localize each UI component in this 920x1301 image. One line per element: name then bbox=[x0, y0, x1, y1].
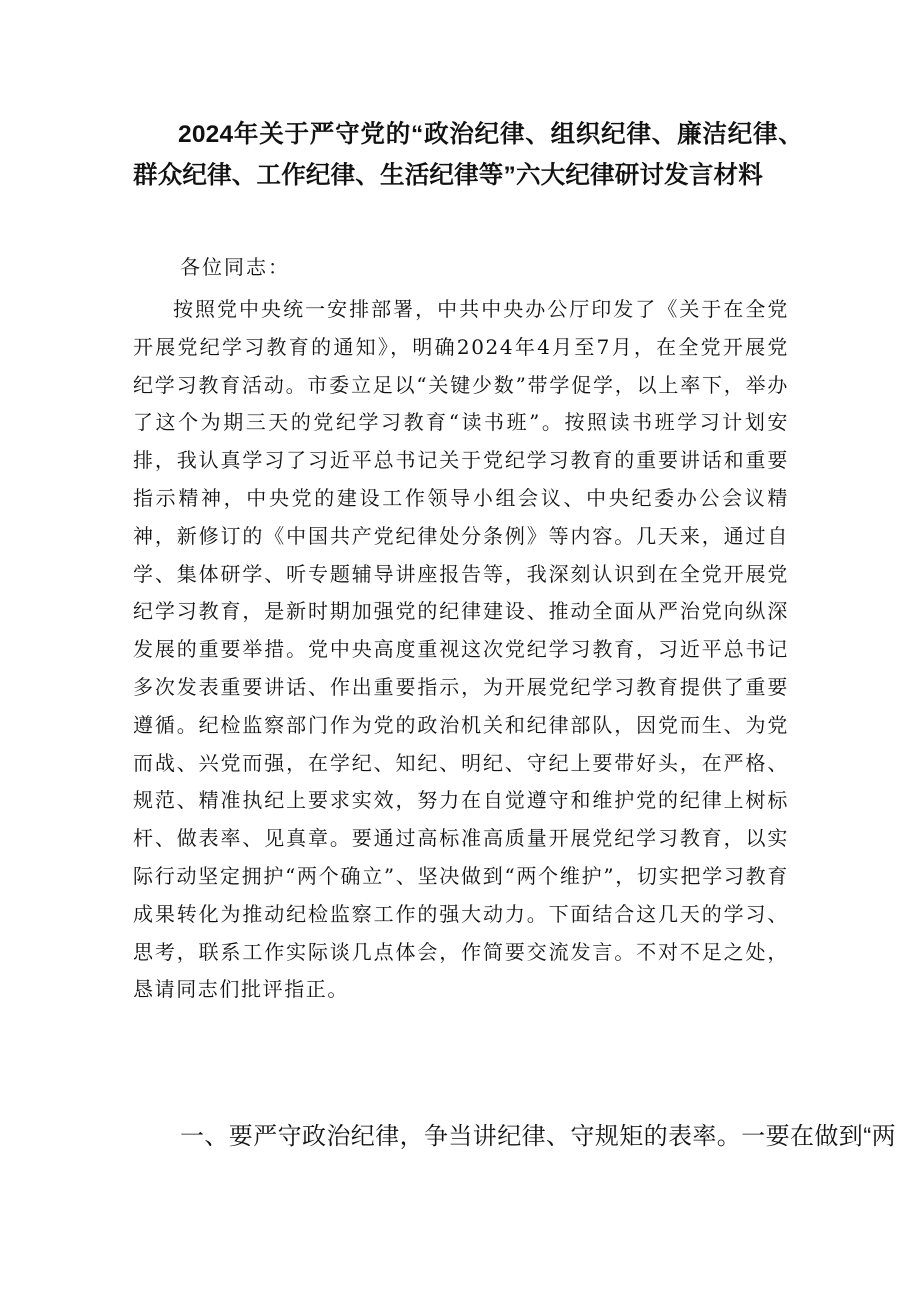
body-paragraph: 按照党中央统一安排部署，中共中央办公厅印发了《关于在全党开展党纪学习教育的通知》，明确2024年4月至7月，在全党开展党纪学习教育活动。市委立足以“关键少数”带学促学，以上率下，举办了这个为期三天的党纪学习教育“读书班”。按照读书班学习计划安排，我认真学习了习近平总书记关于党纪学习教育的重要讲话和重要指示精神，中央党的建设工作领导小组会议、中央纪委办公会议精神，新修订的《中国共产党纪律处分条例》等内容。几天来，通过自学、集体研学、听专题辅导讲座报告等，我深刻认识到在全党开展党纪学习教育，是新时期加强党的纪律建设、推动全面从严治党向纵深发展的重要举措。党中央高度重视这次党纪学习教育，习近平总书记多次发表重要讲话、作出重要指示，为开展党纪学习教育提供了重要遵循。纪检监察部门作为党的政治机关和纪律部队，因党而生、为党而战、兴党而强，在学纪、知纪、明纪、守纪上要带好头，在严格、规范、精准执纪上要求实效，努力在自觉遵守和维护党的纪律上树标杆、做表率、见真章。要通过高标准高质量开展党纪学习教育，以实际行动坚定拥护“两个确立”、坚决做到“两个维护”，切实把学习教育成果转化为推动纪检监察工作的强大动力。下面结合这几天的学习、思考，联系工作实际谈几点体会，作简要交流发言。不对不足之处，恳请同志们批评指正。 bbox=[133, 297, 789, 1002]
salutation: 各位同志： bbox=[180, 255, 290, 279]
section-heading: 一、要严守政治纪律，争当讲纪律、守规矩的表率。一要在做到“两 bbox=[180, 1123, 896, 1150]
document-title: 2024年关于严守党的“政治纪律、组织纪律、廉洁纪律、群众纪律、工作纪律、生活纪律等”六大纪律研讨发言材料 bbox=[133, 121, 803, 189]
